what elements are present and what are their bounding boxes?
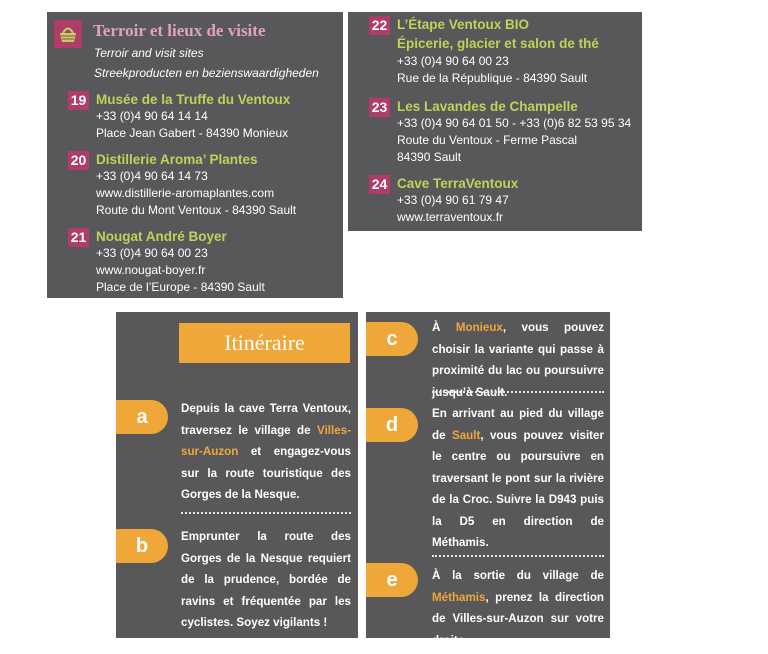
place-name: Nougat André Boyer — [96, 229, 227, 244]
itinerary-panel — [116, 312, 358, 638]
section-title: Terroir et lieux de visite — [93, 21, 266, 40]
divider — [432, 555, 604, 557]
place-number: 20 — [68, 151, 89, 170]
divider — [432, 391, 604, 393]
itinerary-title: Itinéraire — [179, 323, 350, 363]
place-number: 21 — [68, 228, 89, 247]
place-address: Place de l’Europe - 84390 Sault — [96, 280, 265, 294]
place-address: Route du Mont Ventoux - 84390 Sault — [96, 203, 297, 217]
place-address: 84390 Sault — [397, 150, 462, 164]
place-phone: +33 (0)4 90 64 01 50 - +33 (0)6 82 53 95 34 — [397, 116, 632, 130]
place-name: L’Étape Ventoux BIO — [397, 17, 530, 32]
place-website[interactable]: www.terraventoux.fr — [397, 210, 504, 224]
place-name: Cave TerraVentoux — [397, 176, 519, 191]
place-name: Musée de la Truffe du Ventoux — [96, 92, 291, 107]
step-text-d: En arrivant au pied du village de Sault, vous pouvez visiter le centre ou poursuivre en traversant le pont sur la rivière de la Croc. Suivre la D943 puis la D5 en direction de Méthamis. — [432, 407, 604, 549]
step-badge-e: e — [366, 563, 418, 597]
place-website[interactable]: www.nougat-boyer.fr — [96, 263, 206, 277]
place-name: Les Lavandes de Champelle — [397, 99, 578, 114]
step-badge-c: c — [366, 322, 418, 356]
step-badge-a: a — [116, 400, 168, 434]
place-address: Rue de la République - 84390 Sault — [397, 71, 588, 85]
place-number: 24 — [369, 175, 390, 194]
place-number: 19 — [68, 91, 89, 110]
step-text-b: Emprunter la route des Gorges de la Nesque requiert de la prudence, bordée de ravins et fréquentée par les cyclistes. Soyez vigilants ! — [181, 530, 351, 629]
place-phone: +33 (0)4 90 64 14 14 — [96, 109, 208, 123]
place-number: 23 — [369, 98, 390, 117]
step-text-e: À la sortie du village de Méthamis, prenez la direction de Villes-sur-Auzon sur votre droite. — [432, 569, 604, 647]
itinerary-panel-continued — [366, 312, 610, 647]
divider — [181, 512, 351, 514]
place-name: Distillerie Aroma’ Plantes — [96, 152, 258, 167]
terroir-panel-continued — [348, 12, 642, 231]
step-text-a: Depuis la cave Terra Ventoux, traversez le village de Villes-sur-Auzon et engagez-vous sur la route touristique des Gorges de la Nesque. — [181, 402, 351, 501]
terroir-panel — [47, 12, 343, 298]
place-address: Route du Ventoux - Ferme Pascal — [397, 133, 578, 147]
place-phone: +33 (0)4 90 64 00 23 — [96, 246, 208, 260]
place-website[interactable]: www.distillerie-aromaplantes.com — [96, 186, 275, 200]
place-address: Place Jean Gabert - 84390 Monieux — [96, 126, 289, 140]
place-phone: +33 (0)4 90 64 14 73 — [96, 169, 208, 183]
place-phone: +33 (0)4 90 61 79 47 — [397, 193, 509, 207]
step-badge-d: d — [366, 408, 418, 442]
place-subtitle: Épicerie, glacier et salon de thé — [397, 36, 599, 51]
section-subtitle-nl: Streekproducten en bezienswaardigheden — [94, 66, 319, 80]
section-subtitle-en: Terroir and visit sites — [94, 46, 204, 60]
basket-icon — [54, 20, 82, 48]
step-badge-b: b — [116, 529, 168, 563]
step-text-c: À Monieux, vous pouvez choisir la variante qui passe à proximité du lac ou poursuivre jusqu’à Sault. — [432, 321, 604, 399]
place-number: 22 — [369, 16, 390, 35]
place-phone: +33 (0)4 90 64 00 23 — [397, 54, 509, 68]
